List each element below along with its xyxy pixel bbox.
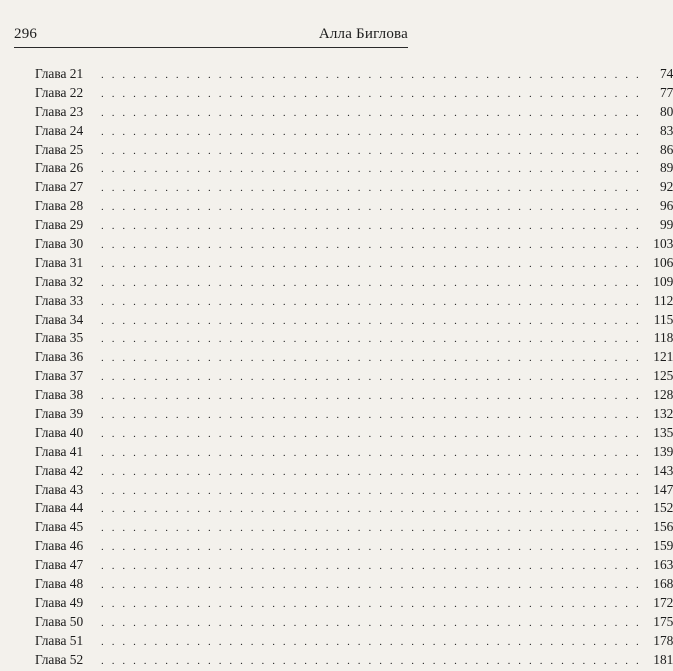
page-number: 296: [14, 26, 38, 42]
dot-leader: . . . . . . . . . . . . . . . . . . . . . . . . . . . . . . . . . . . . . . . . . . . . . . . . . . .: [101, 106, 642, 119]
chapter-label: Глава 36: [35, 349, 84, 365]
chapter-page-number: 89: [659, 160, 673, 176]
toc-entry: [35, 613, 673, 632]
chapter-page-number: 112: [653, 292, 673, 308]
toc-entry: [35, 632, 673, 651]
toc-entry: [35, 122, 673, 141]
chapter-label: Глава 26: [35, 160, 84, 176]
dot-leader: . . . . . . . . . . . . . . . . . . . . . . . . . . . . . . . . . . . . . . . . . . . . . . . . . . .: [101, 390, 642, 403]
chapter-label: Глава 43: [35, 481, 84, 497]
chapter-label: Глава 37: [35, 368, 84, 384]
chapter-page-number: 163: [653, 557, 673, 573]
dot-leader: . . . . . . . . . . . . . . . . . . . . . . . . . . . . . . . . . . . . . . . . . . . . . . . . . . .: [101, 163, 642, 176]
dot-leader: . . . . . . . . . . . . . . . . . . . . . . . . . . . . . . . . . . . . . . . . . . . . . . . . . . .: [101, 257, 642, 270]
toc-entry: [35, 594, 673, 613]
dot-leader: . . . . . . . . . . . . . . . . . . . . . . . . . . . . . . . . . . . . . . . . . . . . . . . . . . .: [101, 409, 642, 422]
table-of-contents: [35, 65, 673, 670]
chapter-page-number: 83: [659, 122, 673, 138]
toc-entry: [35, 443, 673, 462]
toc-entry: [35, 235, 673, 254]
toc-entry: [35, 216, 673, 235]
toc-entry: [35, 273, 673, 292]
dot-leader: . . . . . . . . . . . . . . . . . . . . . . . . . . . . . . . . . . . . . . . . . . . . . . . . . . .: [101, 635, 642, 648]
toc-entry: [35, 178, 673, 197]
chapter-label: Глава 49: [35, 594, 84, 610]
chapter-page-number: 172: [653, 594, 673, 610]
chapter-page-number: 152: [653, 500, 673, 516]
chapter-page-number: 103: [653, 236, 673, 252]
chapter-label: Глава 41: [35, 443, 84, 459]
dot-leader: . . . . . . . . . . . . . . . . . . . . . . . . . . . . . . . . . . . . . . . . . . . . . . . . . . .: [101, 522, 642, 535]
toc-entry: [35, 499, 673, 518]
dot-leader: . . . . . . . . . . . . . . . . . . . . . . . . . . . . . . . . . . . . . . . . . . . . . . . . . . .: [101, 503, 642, 516]
toc-entry: [35, 405, 673, 424]
chapter-label: Глава 28: [35, 198, 84, 214]
toc-entry: [35, 424, 673, 443]
chapter-page-number: 181: [653, 651, 673, 667]
chapter-page-number: 156: [653, 519, 673, 535]
chapter-page-number: 159: [653, 538, 673, 554]
chapter-page-number: 143: [653, 462, 673, 478]
toc-entry: [35, 386, 673, 405]
chapter-label: Глава 23: [35, 103, 84, 119]
dot-leader: . . . . . . . . . . . . . . . . . . . . . . . . . . . . . . . . . . . . . . . . . . . . . . . . . . .: [101, 276, 642, 289]
dot-leader: . . . . . . . . . . . . . . . . . . . . . . . . . . . . . . . . . . . . . . . . . . . . . . . . . . .: [101, 616, 642, 629]
chapter-page-number: 135: [653, 424, 673, 440]
dot-leader: . . . . . . . . . . . . . . . . . . . . . . . . . . . . . . . . . . . . . . . . . . . . . . . . . . .: [101, 427, 642, 440]
dot-leader: . . . . . . . . . . . . . . . . . . . . . . . . . . . . . . . . . . . . . . . . . . . . . . . . . . .: [101, 560, 642, 573]
dot-leader: . . . . . . . . . . . . . . . . . . . . . . . . . . . . . . . . . . . . . . . . . . . . . . . . . . .: [101, 597, 642, 610]
toc-entry: [35, 556, 673, 575]
toc-entry: [35, 651, 673, 670]
toc-entry: [35, 254, 673, 273]
toc-entry: [35, 518, 673, 537]
toc-entry: [35, 103, 673, 122]
toc-entry: [35, 462, 673, 481]
dot-leader: . . . . . . . . . . . . . . . . . . . . . . . . . . . . . . . . . . . . . . . . . . . . . . . . . . .: [101, 333, 642, 346]
dot-leader: . . . . . . . . . . . . . . . . . . . . . . . . . . . . . . . . . . . . . . . . . . . . . . . . . . .: [101, 125, 642, 138]
dot-leader: . . . . . . . . . . . . . . . . . . . . . . . . . . . . . . . . . . . . . . . . . . . . . . . . . . .: [101, 352, 642, 365]
chapter-page-number: 121: [653, 349, 673, 365]
chapter-label: Глава 24: [35, 122, 84, 138]
toc-entry: [35, 159, 673, 178]
chapter-label: Глава 22: [35, 84, 84, 100]
chapter-label: Глава 31: [35, 254, 84, 270]
chapter-page-number: 74: [659, 66, 673, 81]
chapter-label: Глава 47: [35, 557, 84, 573]
toc-entry: [35, 311, 673, 330]
chapter-page-number: 147: [653, 481, 673, 497]
chapter-label: Глава 33: [35, 292, 84, 308]
dot-leader: . . . . . . . . . . . . . . . . . . . . . . . . . . . . . . . . . . . . . . . . . . . . . . . . . . .: [101, 314, 642, 327]
dot-leader: . . . . . . . . . . . . . . . . . . . . . . . . . . . . . . . . . . . . . . . . . . . . . . . . . . .: [101, 182, 642, 195]
toc-entry: [35, 329, 673, 348]
toc-entry: [35, 575, 673, 594]
chapter-page-number: 86: [659, 141, 673, 157]
dot-leader: . . . . . . . . . . . . . . . . . . . . . . . . . . . . . . . . . . . . . . . . . . . . . . . . . . .: [101, 220, 642, 233]
chapter-page-number: 125: [653, 368, 673, 384]
chapter-label: Глава 52: [35, 651, 84, 667]
chapter-label: Глава 30: [35, 236, 84, 252]
chapter-page-number: 77: [659, 84, 673, 100]
toc-entry: [35, 141, 673, 160]
dot-leader: . . . . . . . . . . . . . . . . . . . . . . . . . . . . . . . . . . . . . . . . . . . . . . . . . . .: [101, 541, 642, 554]
dot-leader: . . . . . . . . . . . . . . . . . . . . . . . . . . . . . . . . . . . . . . . . . . . . . . . . . . .: [101, 144, 642, 157]
toc-entry: [35, 197, 673, 216]
chapter-page-number: 132: [653, 406, 673, 422]
toc-entry: [35, 65, 673, 84]
chapter-page-number: 96: [659, 198, 673, 214]
chapter-label: Глава 27: [35, 179, 84, 195]
dot-leader: . . . . . . . . . . . . . . . . . . . . . . . . . . . . . . . . . . . . . . . . . . . . . . . . . . .: [101, 239, 642, 252]
chapter-label: Глава 45: [35, 519, 84, 535]
chapter-label: Глава 34: [35, 311, 84, 327]
dot-leader: . . . . . . . . . . . . . . . . . . . . . . . . . . . . . . . . . . . . . . . . . . . . . . . . . . .: [101, 371, 642, 384]
chapter-label: Глава 25: [35, 141, 84, 157]
chapter-page-number: 99: [659, 217, 673, 233]
chapter-label: Глава 35: [35, 330, 84, 346]
chapter-page-number: 92: [659, 179, 673, 195]
chapter-label: Глава 40: [35, 424, 84, 440]
dot-leader: . . . . . . . . . . . . . . . . . . . . . . . . . . . . . . . . . . . . . . . . . . . . . . . . . . .: [101, 465, 642, 478]
chapter-label: Глава 48: [35, 576, 84, 592]
chapter-page-number: 80: [659, 103, 673, 119]
dot-leader: . . . . . . . . . . . . . . . . . . . . . . . . . . . . . . . . . . . . . . . . . . . . . . . . . . .: [101, 87, 642, 100]
dot-leader: . . . . . . . . . . . . . . . . . . . . . . . . . . . . . . . . . . . . . . . . . . . . . . . . . . .: [101, 484, 642, 497]
toc-entry: [35, 348, 673, 367]
chapter-label: Глава 38: [35, 387, 84, 403]
chapter-label: Глава 42: [35, 462, 84, 478]
toc-entry: [35, 367, 673, 386]
chapter-label: Глава 46: [35, 538, 84, 554]
chapter-label: Глава 51: [35, 632, 84, 648]
chapter-page-number: 115: [653, 311, 673, 327]
dot-leader: . . . . . . . . . . . . . . . . . . . . . . . . . . . . . . . . . . . . . . . . . . . . . . . . . . .: [101, 69, 642, 81]
chapter-page-number: 168: [653, 576, 673, 592]
chapter-label: Глава 29: [35, 217, 84, 233]
dot-leader: . . . . . . . . . . . . . . . . . . . . . . . . . . . . . . . . . . . . . . . . . . . . . . . . . . .: [101, 201, 642, 214]
chapter-page-number: 128: [653, 387, 673, 403]
chapter-label: Глава 32: [35, 273, 84, 289]
toc-entry: [35, 292, 673, 311]
toc-entry: [35, 537, 673, 556]
chapter-page-number: 175: [653, 613, 673, 629]
chapter-page-number: 139: [653, 443, 673, 459]
dot-leader: . . . . . . . . . . . . . . . . . . . . . . . . . . . . . . . . . . . . . . . . . . . . . . . . . . .: [101, 295, 642, 308]
chapter-label: Глава 21: [35, 66, 84, 81]
chapter-label: Глава 50: [35, 613, 84, 629]
toc-entry: [35, 84, 673, 103]
chapter-label: Глава 39: [35, 406, 84, 422]
chapter-page-number: 109: [653, 273, 673, 289]
dot-leader: . . . . . . . . . . . . . . . . . . . . . . . . . . . . . . . . . . . . . . . . . . . . . . . . . . .: [101, 579, 642, 592]
toc-entry: [35, 481, 673, 500]
chapter-page-number: 178: [653, 632, 673, 648]
author-name: Алла Биглова: [318, 26, 408, 42]
chapter-page-number: 118: [653, 330, 673, 346]
dot-leader: . . . . . . . . . . . . . . . . . . . . . . . . . . . . . . . . . . . . . . . . . . . . . . . . . . .: [101, 446, 642, 459]
header-rule: [14, 47, 408, 48]
chapter-page-number: 106: [653, 254, 673, 270]
dot-leader: . . . . . . . . . . . . . . . . . . . . . . . . . . . . . . . . . . . . . . . . . . . . . . . . . . .: [101, 654, 642, 667]
running-head: [14, 26, 408, 43]
chapter-label: Глава 44: [35, 500, 84, 516]
